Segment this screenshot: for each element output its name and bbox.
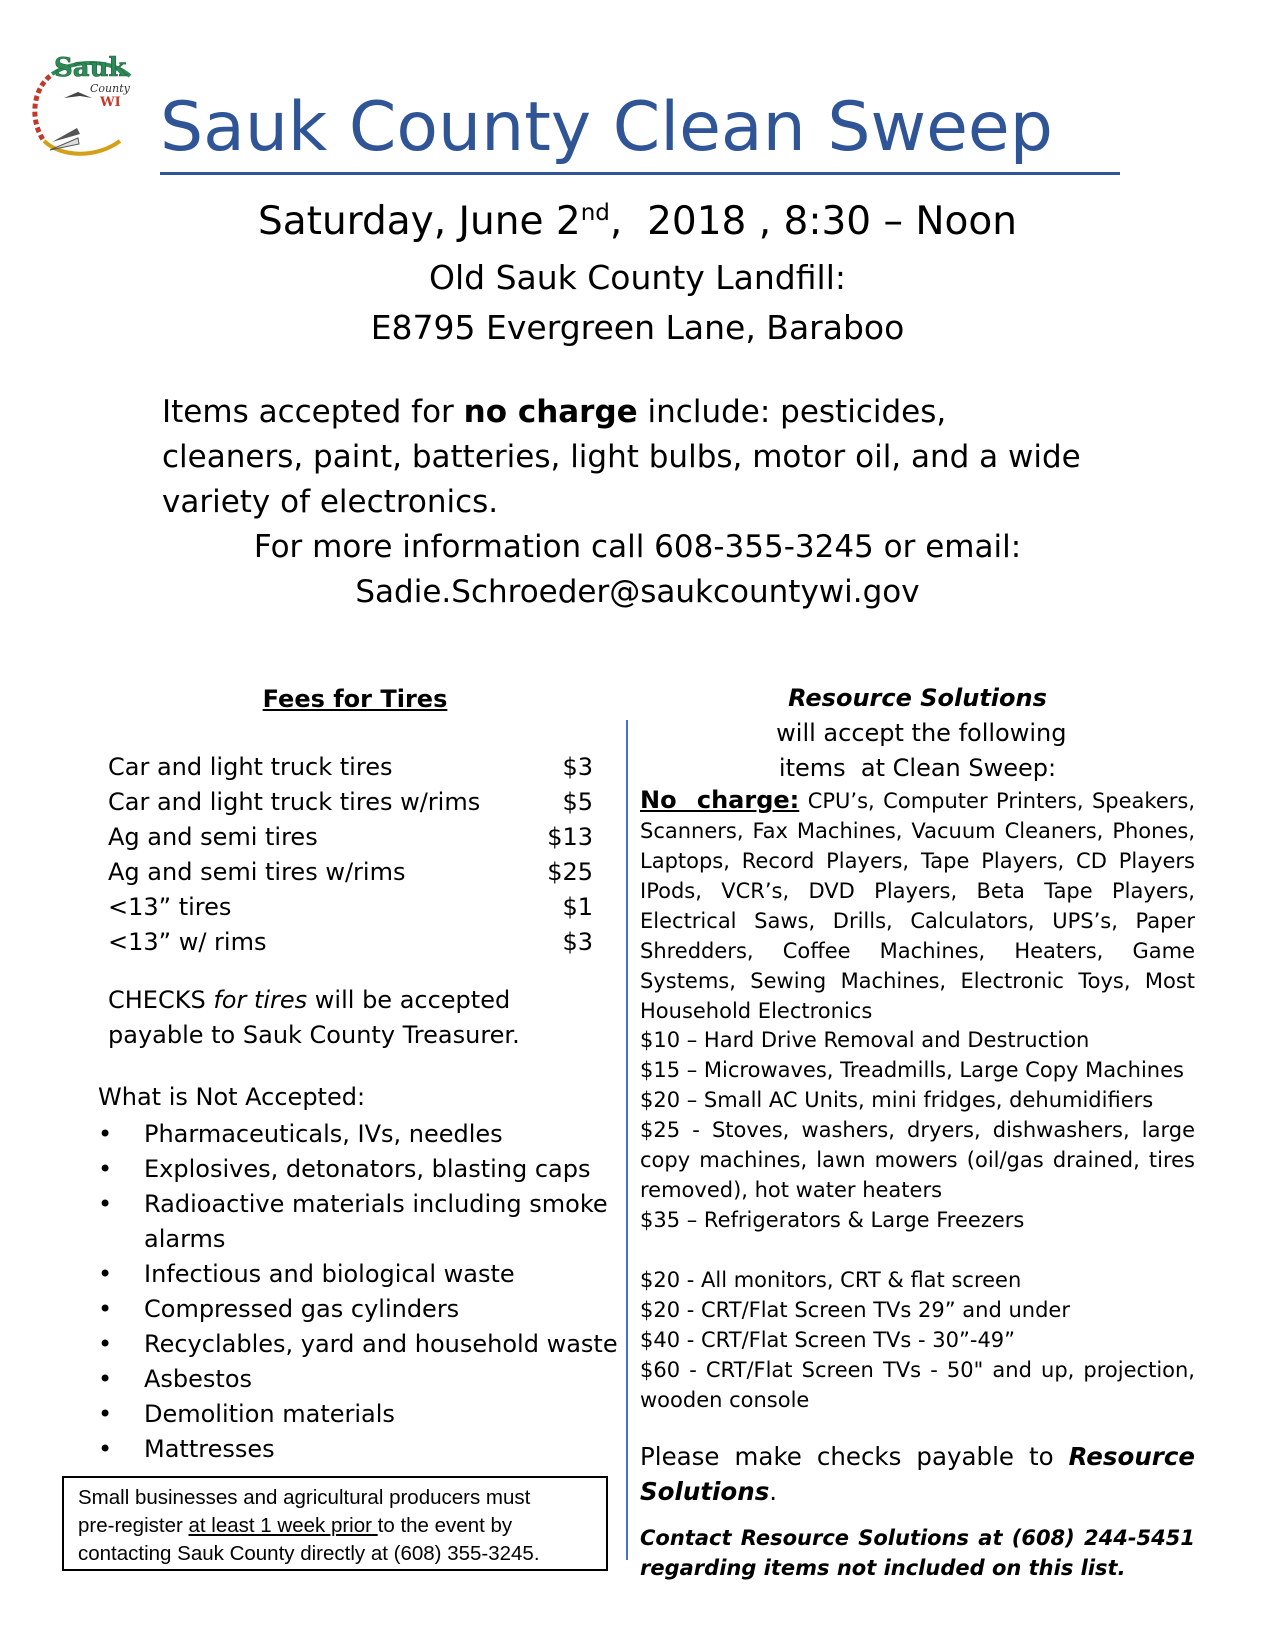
list-item-text: Pharmaceuticals, IVs, needles — [144, 1120, 503, 1148]
rs-checks-payable — [640, 1439, 1195, 1509]
list-item — [98, 1257, 618, 1292]
notice-underlined: at least 1 week prior — [188, 1514, 378, 1537]
tire-fees-heading-text: Fees for Tires — [262, 685, 448, 713]
fee-line: $20 – Small AC Units, mini fridges, dehumidifiers — [640, 1088, 1154, 1112]
list-item-text: Radioactive materials including smoke alarms — [144, 1190, 608, 1253]
monitor-tv-fees — [640, 1265, 1195, 1415]
tire-fee-label: Ag and semi tires w/rims — [108, 858, 406, 886]
contact-email: Sadie.Schroeder@saukcountywi.gov — [355, 574, 920, 610]
bullet: • — [98, 1155, 113, 1183]
resource-solutions-heading — [640, 681, 1195, 786]
tire-fee-price: $25 — [547, 858, 593, 886]
no-charge-list: CPU’s, Computer Printers, Speakers, Scanners, Fax Machines, Vacuum Cleaners, Phones, Laptops, Record Players, Tape Players, CD Players IPods, VCR’s, DVD Players, Beta Tape Players, Electrical Saws, Drills, Calculators, UPS’s, Paper Shredders, Coffee Machines, Heaters, Game Systems, Sewing Machines, Electronic Toys, Most Household Electronics — [640, 789, 1196, 1023]
eagle-icon — [64, 92, 92, 98]
appliance-fees — [640, 1025, 1195, 1235]
tire-fee-row — [108, 925, 593, 960]
notice-line1: Small businesses and agricultural producers must — [78, 1486, 531, 1509]
notice-line2 — [78, 1512, 592, 1540]
location-address: E8795 Evergreen Lane, Baraboo — [370, 308, 905, 347]
list-item — [98, 1362, 618, 1397]
list-item-text: Mattresses — [144, 1435, 275, 1463]
items-text-start: Items accepted for — [162, 394, 464, 430]
tire-checks-note — [108, 983, 628, 1053]
info-phone-line: For more information call 608-355-3245 or email: — [253, 529, 1022, 565]
not-accepted-list — [98, 1117, 618, 1467]
notice-text-end: to the event by — [377, 1514, 513, 1537]
tire-fee-row — [108, 855, 593, 890]
fee-line: $35 – Refrigerators & Large Freezers — [640, 1208, 1025, 1232]
list-item — [98, 1327, 618, 1362]
rs-checks-text: Please make checks payable to — [640, 1442, 1069, 1471]
list-item-text: Explosives, detonators, blasting caps — [144, 1155, 591, 1183]
list-item-text: Asbestos — [144, 1365, 253, 1393]
rs-checks-payee: Resource Solutions — [640, 1442, 1195, 1506]
tire-fee-price: $1 — [562, 893, 593, 921]
tire-fees-heading — [100, 683, 610, 715]
tire-checks-line2: payable to Sauk County Treasurer. — [108, 1021, 520, 1049]
no-charge-items — [640, 785, 1195, 1026]
bullet: • — [98, 1295, 113, 1323]
bullet: • — [98, 1400, 113, 1428]
date-superscript: nd — [580, 200, 610, 226]
bullet: • — [98, 1330, 113, 1358]
tire-fee-price: $13 — [547, 823, 593, 851]
page-title: Sauk County Clean Sweep — [160, 88, 1053, 167]
tire-fee-row — [108, 820, 593, 855]
list-item — [98, 1432, 618, 1467]
tire-fee-price: $3 — [562, 928, 593, 956]
notice-text: pre-register — [78, 1514, 189, 1537]
fee-line: $40 - CRT/Flat Screen TVs - 30”-49” — [640, 1328, 1016, 1352]
list-item — [98, 1152, 618, 1187]
fee-line: $15 – Microwaves, Treadmills, Large Copy Machines — [640, 1058, 1184, 1082]
list-item-text: Infectious and biological waste — [144, 1260, 515, 1288]
list-item-text: Demolition materials — [144, 1400, 395, 1428]
bullet: • — [98, 1365, 113, 1393]
list-item — [98, 1117, 618, 1152]
column-divider — [626, 720, 628, 1560]
tire-fee-label: Car and light truck tires — [108, 753, 393, 781]
list-item-text: Recyclables, yard and household waste — [144, 1330, 618, 1358]
no-charge-label: No charge: — [640, 786, 800, 814]
date-prefix: Saturday, June 2 — [258, 199, 581, 244]
tire-fee-price: $3 — [562, 753, 593, 781]
title-underline — [160, 172, 1120, 175]
tire-fee-label: <13” w/ rims — [108, 928, 267, 956]
list-item — [98, 1397, 618, 1432]
logo-text-sauk: Sauk — [54, 53, 127, 83]
checks-text: CHECKS — [108, 986, 214, 1014]
tire-fee-price: $5 — [562, 788, 593, 816]
items-text-end: include: pesticides, cleaners, paint, batteries, light bulbs, motor oil, and a wide variety of electronics. — [162, 394, 1081, 520]
bullet: • — [98, 1435, 113, 1463]
rs-heading-text: will accept the following — [768, 719, 1067, 747]
bullet: • — [98, 1260, 113, 1288]
rs-checks-period: . — [769, 1477, 778, 1506]
rs-brand-name: Resource Solutions — [788, 684, 1047, 712]
rs-contact-note: Contact Resource Solutions at (608) 244-5451 regarding items not included on this list. — [640, 1526, 1195, 1580]
list-item-text: Compressed gas cylinders — [144, 1295, 460, 1323]
rs-heading-line1 — [640, 681, 1195, 751]
fee-line: $20 - All monitors, CRT & flat screen — [640, 1268, 1022, 1292]
rs-heading-line2: items at Clean Sweep: — [778, 754, 1057, 782]
list-item — [98, 1187, 618, 1257]
accepted-items-paragraph — [162, 390, 1092, 525]
tire-fee-row — [108, 785, 593, 820]
date-suffix: , 2018 , 8:30 – Noon — [609, 199, 1017, 244]
fee-line: $60 - CRT/Flat Screen TVs - 50" and up, projection, wooden console — [640, 1358, 1195, 1412]
tire-checks-line1 — [108, 983, 628, 1018]
sauk-county-logo — [22, 46, 142, 164]
logo-arc-red — [35, 76, 50, 141]
location-name: Old Sauk County Landfill: — [429, 258, 846, 297]
notice-line3: contacting Sauk County directly at (608) 355-3245. — [78, 1542, 540, 1565]
tire-fee-label: Car and light truck tires w/rims — [108, 788, 481, 816]
tire-fee-label: Ag and semi tires — [108, 823, 318, 851]
checks-text-end: will be accepted — [307, 986, 511, 1014]
not-accepted-heading: What is Not Accepted: — [98, 1083, 366, 1111]
event-date-time — [0, 196, 1275, 248]
no-charge-emphasis: no charge — [463, 394, 638, 430]
logo-text-county: County — [90, 82, 130, 95]
logo-text-wi: WI — [100, 95, 121, 110]
fee-line: $25 - Stoves, washers, dryers, dishwashers, large copy machines, lawn mowers (oil/gas drained, tires removed), hot water heaters — [640, 1118, 1195, 1202]
bullet: • — [98, 1190, 113, 1218]
tire-fee-row — [108, 750, 593, 785]
fee-line: $10 – Hard Drive Removal and Destruction — [640, 1028, 1090, 1052]
tire-fee-row — [108, 890, 593, 925]
pre-register-notice-box — [62, 1476, 608, 1571]
bullet: • — [98, 1120, 113, 1148]
tire-fee-label: <13” tires — [108, 893, 232, 921]
fee-line: $20 - CRT/Flat Screen TVs 29” and under — [640, 1298, 1070, 1322]
checks-italic: for tires — [213, 986, 308, 1014]
tire-fees-table — [108, 750, 593, 960]
list-item — [98, 1292, 618, 1327]
